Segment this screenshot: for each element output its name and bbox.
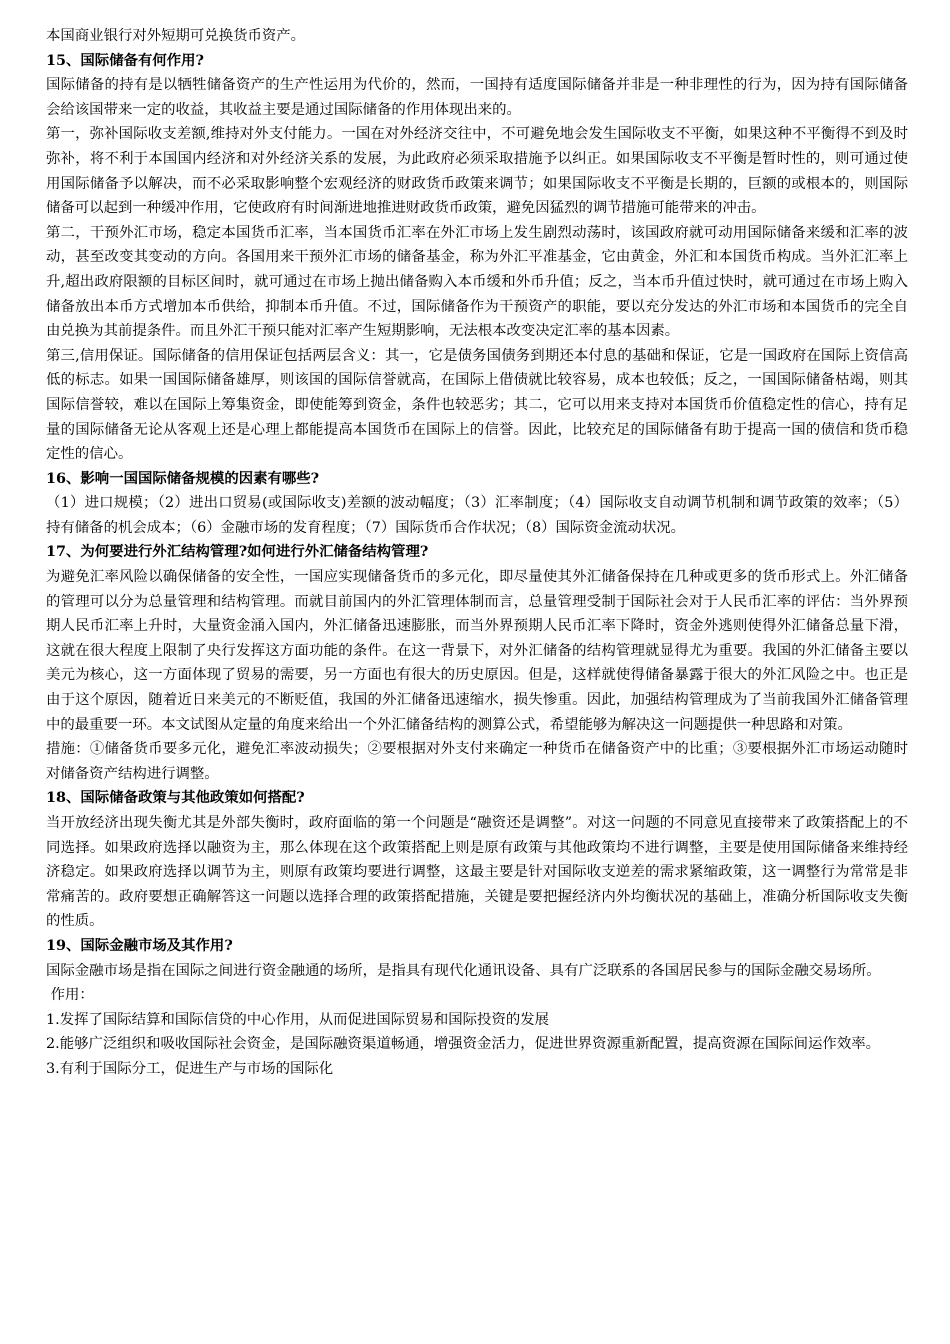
list-item: 2.能够广泛组织和吸收国际社会资金，是国际融资渠道畅通，增强资金活力，促进世界资源重新配置，提高资源在国际间运作效率。	[46, 1036, 881, 1053]
paragraph: 措施：①储备货币要多元化，避免汇率波动损失；②要根据对外支付来确定一种货币在储备资产中的比重；③要根据外汇市场运动随时对储备资产结构进行调整。	[46, 741, 908, 782]
paragraph: 国际储备的持有是以牺牲储备资产的生产性运用为代价的，然而，一国持有适度国际储备并非是一种非理性的行为，因为持有国际储备会给该国带来一定的收益，其收益主要是通过国际储备的作用体现出来的。	[46, 77, 908, 118]
section-heading-19: 19、国际金融市场及其作用?	[46, 936, 233, 954]
list-item: 3.有利于国际分工，促进生产与市场的国际化	[46, 1060, 334, 1077]
section-heading-17: 17、为何要进行外汇结构管理?如何进行外汇储备结构管理?	[46, 543, 429, 561]
paragraph: （1）进口规模；（2）进出口贸易(或国际收支)差额的波动幅度；（3）汇率制度；（4）国际收支自动调节机制和调节政策的效率；（5）持有储备的机会成本；（6）金融市场的发育程度；（7）国际货币合作状况；（8）国际资金流动状况。	[46, 495, 908, 536]
paragraph: 当开放经济出现失衡尤其是外部失衡时，政府面临的第一个问题是“融资还是调整”。对这一问题的不同意见直接带来了政策搭配上的不同选择。如果政府选择以融资为主，那么体现在这个政策搭配上则是原有政策与其他政策均不进行调整，主要是使用国际储备来维持经济稳定。如果政府选择以调节为主，则原有政策均要进行调整，这最主要是针对国际收支逆差的需求紧缩政策，这一调整行为常常是非常痛苦的。政府要想正确解答这一问题以选择合理的政策搭配措施，关键是要把握经济内外均衡状况的基础上，准确分析国际收支失衡的性质。	[46, 815, 908, 930]
paragraph: 作用：	[46, 987, 94, 1004]
section-heading-16: 16、影响一国国际储备规模的因素有哪些?	[46, 469, 320, 487]
section-heading-15: 15、国际储备有何作用?	[46, 51, 204, 69]
paragraph: 为避免汇率风险以确保储备的安全性，一国应实现储备货币的多元化，即尽量使其外汇储备保持在几种或更多的货币形式上。外汇储备的管理可以分为总量管理和结构管理。而就目前国内的外汇管理体制而言，总量管理受制于国际社会对于人民币汇率的评估：当外界预期人民币汇率上升时，大量资金涌入国内，外汇储备迅速膨胀，而当外界预期人民币汇率下降时，资金外逃则使得外汇储备总量下滑，这就在很大程度上限制了央行发挥这方面功能的条件。在这一背景下，对外汇储备的结构管理就显得尤为重要。我国的外汇储备主要以美元为核心，这一方面体现了贸易的需要，另一方面也有很大的历史原因。但是，这样就使得储备暴露于很大的外汇风险之中。也正是由于这个原因，随着近日来美元的不断贬值，我国的外汇储备迅速缩水，损失惨重。因此，加强结构管理成为了当前我国外汇储备管理中的最重要一环。本文试图从定量的角度来给出一个外汇储备结构的测算公式，希望能够为解决这一问题提供一种思路和对策。	[46, 569, 908, 733]
paragraph: 第二，干预外汇市场，稳定本国货币汇率，当本国货币汇率在外汇市场上发生剧烈动荡时，该国政府就可动用国际储备来缓和汇率的波动，甚至改变其变动的方向。各国用来干预外汇市场的储备基金，称为外汇平准基金，它由黄金，外汇和本国货币构成。当外汇汇率上升,超出政府限额的目标区间时，就可通过在市场上抛出储备购入本币缓和外币升值；反之，当本币升值过快时，就可通过在市场上购入储备放出本币方式增加本币供给，抑制本币升值。不过，国际储备作为干预资产的职能，要以充分发达的外汇市场和本国货币的完全自由兑换为其前提条件。而且外汇干预只能对汇率产生短期影响，无法根本改变决定汇率的基本因素。	[46, 224, 908, 340]
paragraph: 本国商业银行对外短期可兑换货币资产。	[46, 28, 306, 44]
paragraph: 第三,信用保证。国际储备的信用保证包括两层含义：其一，它是债务国债务到期还本付息的基础和保证，它是一国政府在国际上资信高低的标志。如果一国国际储备雄厚，则该国的国际信誉就高，在国际上借债就比较容易，成本也较低；反之，一国国际储备枯竭，则其国际信誉较，难以在国际上筹集资金，即使能筹到资金，条件也较恶劣；其二，它可以用来支持对本国货币价值稳定性的信心，持有足量的国际储备无论从客观上还是心理上都能提高本国货币在国际上的信誉。因此，比较充足的国际储备有助于提高一国的债信和货币稳定性的信心。	[46, 347, 908, 463]
list-item: 1.发挥了国际结算和国际信贷的中心作用，从而促进国际贸易和国际投资的发展	[46, 1011, 550, 1028]
paragraph: 国际金融市场是指在国际之间进行资金融通的场所，是指具有现代化通讯设备、具有广泛联系的各国居民参与的国际金融交易场所。	[46, 962, 881, 979]
paragraph: 第一，弥补国际收支差额,维持对外支付能力。一国在对外经济交往中，不可避免地会发生国际收支不平衡，如果这种不平衡得不到及时弥补，将不利于本国国内经济和对外经济关系的发展，为此政府必须采取措施予以纠正。如果国际收支不平衡是暂时性的，则可通过使用国际储备予以解决，而不必采取影响整个宏观经济的财政货币政策来调节；如果国际收支不平衡是长期的，巨额的或根本的，则国际储备可以起到一种缓冲作用，它使政府有时间渐进地推进财政货币政策，避免因猛烈的调节措施可能带来的冲击。	[46, 126, 908, 217]
document-page	[46, 24, 908, 1082]
section-heading-18: 18、国际储备政策与其他政策如何搭配?	[46, 789, 305, 807]
